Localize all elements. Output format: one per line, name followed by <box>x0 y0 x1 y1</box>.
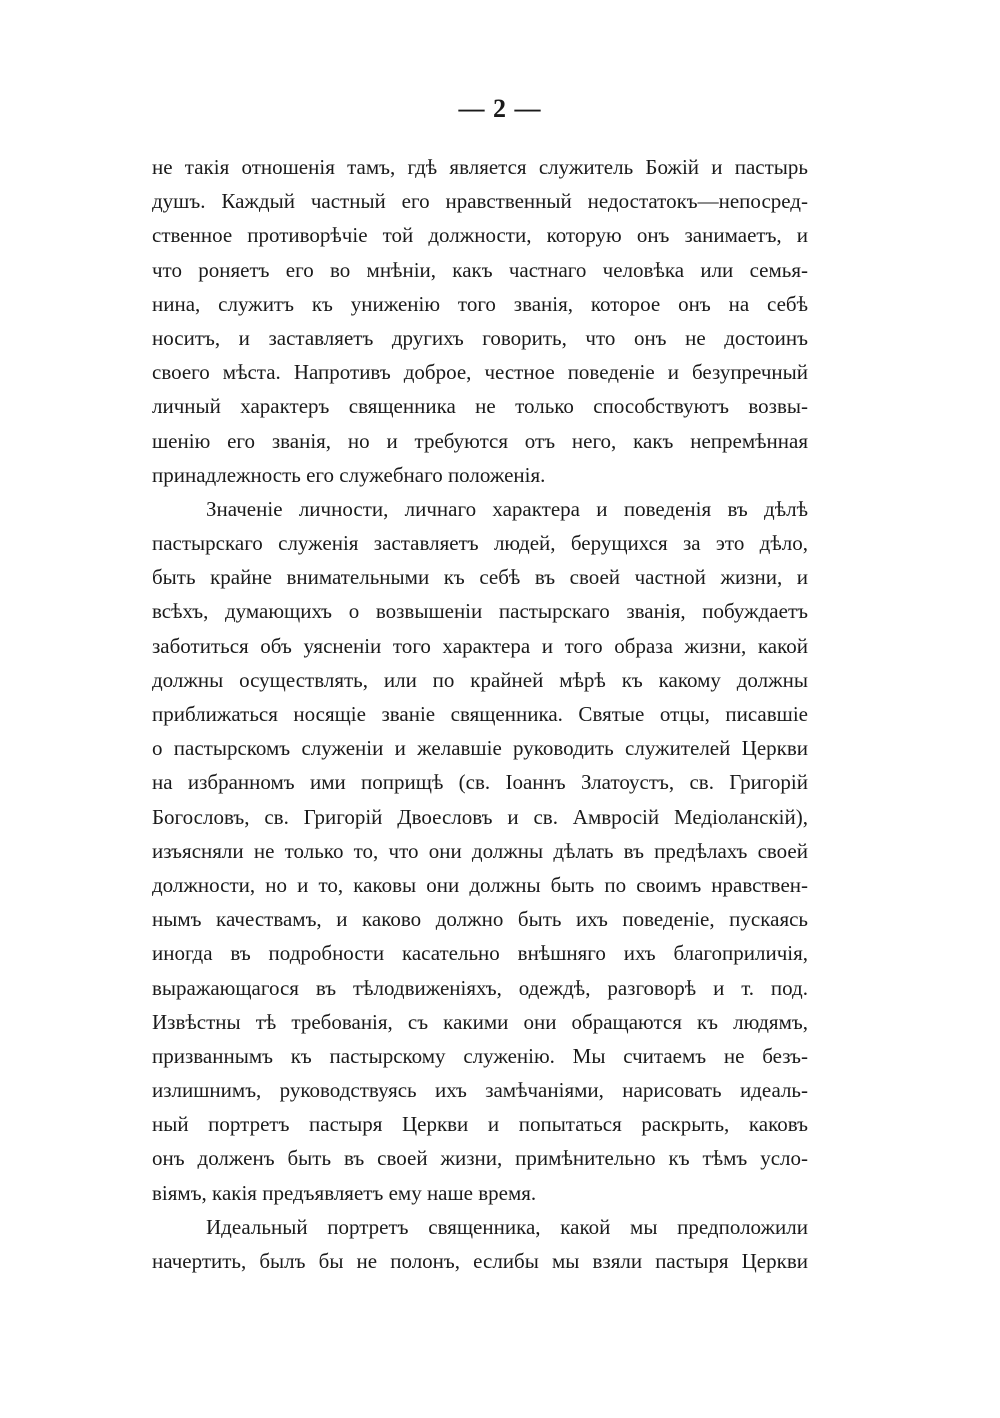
text-line: всѣхъ, думающихъ о возвышеніи пастырскаго званія, побуждаетъ <box>152 599 808 624</box>
text-line: изъясняли не только то, что они должны дѣлать въ предѣлахъ своей <box>152 838 808 863</box>
text-line: Идеальный портретъ священника, какой мы предположили <box>206 1214 808 1239</box>
text-line: выражающагося въ тѣлодвиженіяхъ, одеждѣ, разговорѣ и т. под. <box>152 975 808 1000</box>
text-line: Значеніе личности, личнаго характера и поведенія въ дѣлѣ <box>206 496 808 521</box>
text-line: о пастырскомъ служеніи и желавшіе руководить служителей Церкви <box>152 736 808 761</box>
text-line: душъ. Каждый частный его нравственный недостатокъ—непосред- <box>152 189 808 214</box>
text-line: віямъ, какія предъявляетъ ему наше время. <box>152 1180 537 1205</box>
text-line: личный характеръ священника не только способствуютъ возвы- <box>152 394 808 419</box>
text-line: принадлежность его служебнаго положенія. <box>152 462 546 487</box>
text-line: ственное противорѣчіе той должности, которую онъ занимаетъ, и <box>152 223 808 248</box>
text-line: призваннымъ къ пастырскому служенію. Мы считаемъ не безъ- <box>152 1043 808 1068</box>
text-line: Богословъ, св. Григорій Двоесловъ и св. Амвросій Медіоланскій), <box>152 804 808 829</box>
page-number: — 2 — <box>458 94 542 123</box>
text-line: нина, служитъ къ униженію того званія, которое онъ на себѣ <box>152 291 808 316</box>
text-line: пастырскаго служенія заставляетъ людей, берущихся за это дѣло, <box>152 531 808 556</box>
text-line: Извѣстны тѣ требованія, съ какими они обращаются къ людямъ, <box>152 1009 808 1034</box>
text-line: излишнимъ, руководствуясь ихъ замѣчаніями, нарисовать идеаль- <box>152 1078 808 1103</box>
text-line: что роняетъ его во мнѣніи, какъ частнаго человѣка или семья- <box>152 257 808 282</box>
body-text <box>152 150 808 1278</box>
text-line: онъ долженъ быть въ своей жизни, примѣнительно къ тѣмъ усло- <box>152 1146 808 1171</box>
text-line: заботиться объ уясненіи того характера и того образа жизни, какой <box>152 633 808 658</box>
text-line: должности, но и то, каковы они должны быть по своимъ нравствен- <box>152 872 808 897</box>
text-line: своего мѣста. Напротивъ доброе, честное поведеніе и безупречный <box>152 360 808 385</box>
text-line: начертить, былъ бы не полонъ, еслибы мы взяли пастыря Церкви <box>152 1249 808 1273</box>
paragraph-2 <box>152 492 808 1210</box>
text-line: иногда въ подробности касательно внѣшняго ихъ благоприличія, <box>152 941 808 966</box>
text-line: ный портретъ пастыря Церкви и попытаться раскрыть, каковъ <box>152 1112 808 1137</box>
text-line: шенію его званія, но и требуются отъ него, какъ непремѣнная <box>152 428 808 453</box>
text-line: носитъ, и заставляетъ другихъ говорить, что онъ не достоинъ <box>152 325 808 350</box>
text-line: должны осуществлять, или по крайней мѣрѣ къ какому должны <box>152 667 808 692</box>
text-line: быть крайне внимательными къ себѣ въ своей частной жизни, и <box>152 565 808 590</box>
text-line: нымъ качествамъ, и каково должно быть ихъ поведеніе, пускаясь <box>152 907 808 932</box>
paragraph-1 <box>152 150 808 492</box>
paragraph-3 <box>152 1210 808 1278</box>
text-line: не такія отношенія тамъ, гдѣ является служитель Божій и пастырь <box>152 155 808 179</box>
text-line: на избранномъ ими поприщѣ (св. Іоаннъ Златоустъ, св. Григорій <box>152 770 808 795</box>
text-line: приближаться носящіе званіе священника. Святые отцы, писавшіе <box>152 702 808 726</box>
